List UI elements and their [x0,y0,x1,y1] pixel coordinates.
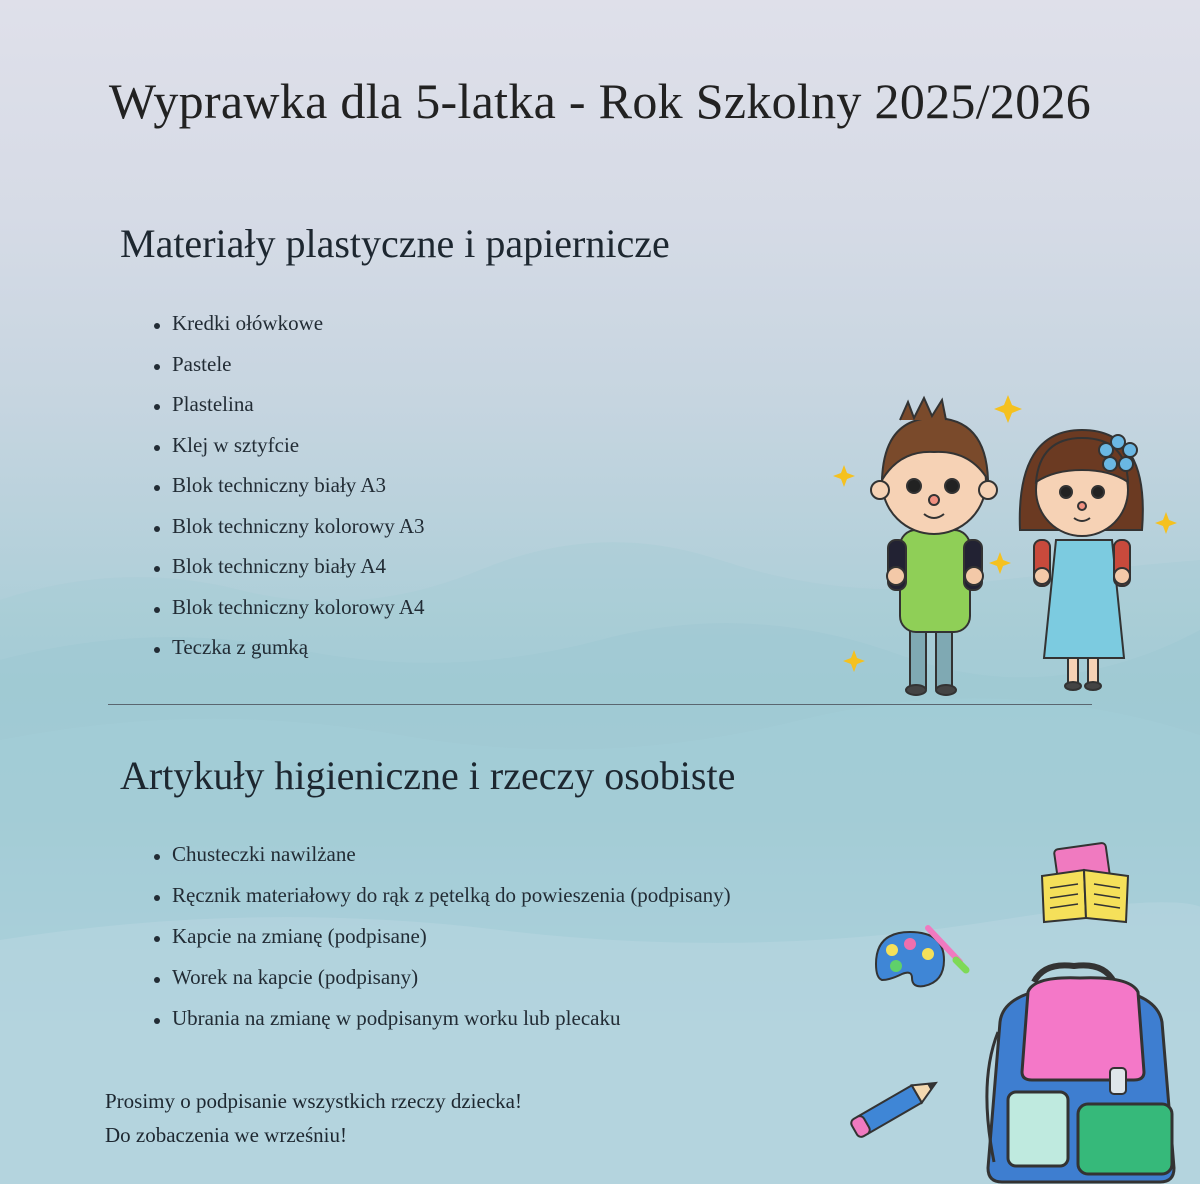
pencil-icon [844,1070,948,1142]
hygiene-list [152,841,731,1046]
list-item: Plastelina [152,391,425,432]
list-item: Ubrania na zmianę w podpisanym worku lub plecaku [152,1005,731,1046]
list-item: Blok techniczny biały A3 [152,472,425,513]
list-item: Pastele [152,351,425,392]
list-item: Chusteczki nawilżane [152,841,731,882]
section-title-hygiene: Artykuły higieniczne i rzeczy osobiste [120,753,736,798]
paint-palette-icon [868,924,972,1000]
section-title-art-supplies: Materiały plastyczne i papiernicze [120,221,670,266]
list-item: Kapcie na zmianę (podpisane) [152,923,731,964]
page-title: Wyprawka dla 5-latka - Rok Szkolny 2025/2026 [108,73,1092,129]
list-item: Blok techniczny kolorowy A3 [152,513,425,554]
list-item: Blok techniczny kolorowy A4 [152,594,425,635]
list-item: Teczka z gumką [152,634,425,675]
list-item: Worek na kapcie (podpisany) [152,964,731,1005]
section-divider [108,704,1092,705]
notebook-icon [1036,842,1136,924]
list-item: Blok techniczny biały A4 [152,553,425,594]
list-item: Kredki ołówkowe [152,310,425,351]
list-item: Klej w sztyfcie [152,432,425,473]
footer-line: Do zobaczenia we wrześniu! [105,1123,347,1147]
list-item: Ręcznik materiałowy do rąk z pętelką do powieszenia (podpisany) [152,882,731,923]
footer-line: Prosimy o podpisanie wszystkich rzeczy dziecka! [105,1089,522,1113]
children-illustration [830,390,1180,700]
backpack-icon [974,962,1186,1184]
art-supplies-list [152,310,425,675]
footer-note [105,1088,522,1156]
